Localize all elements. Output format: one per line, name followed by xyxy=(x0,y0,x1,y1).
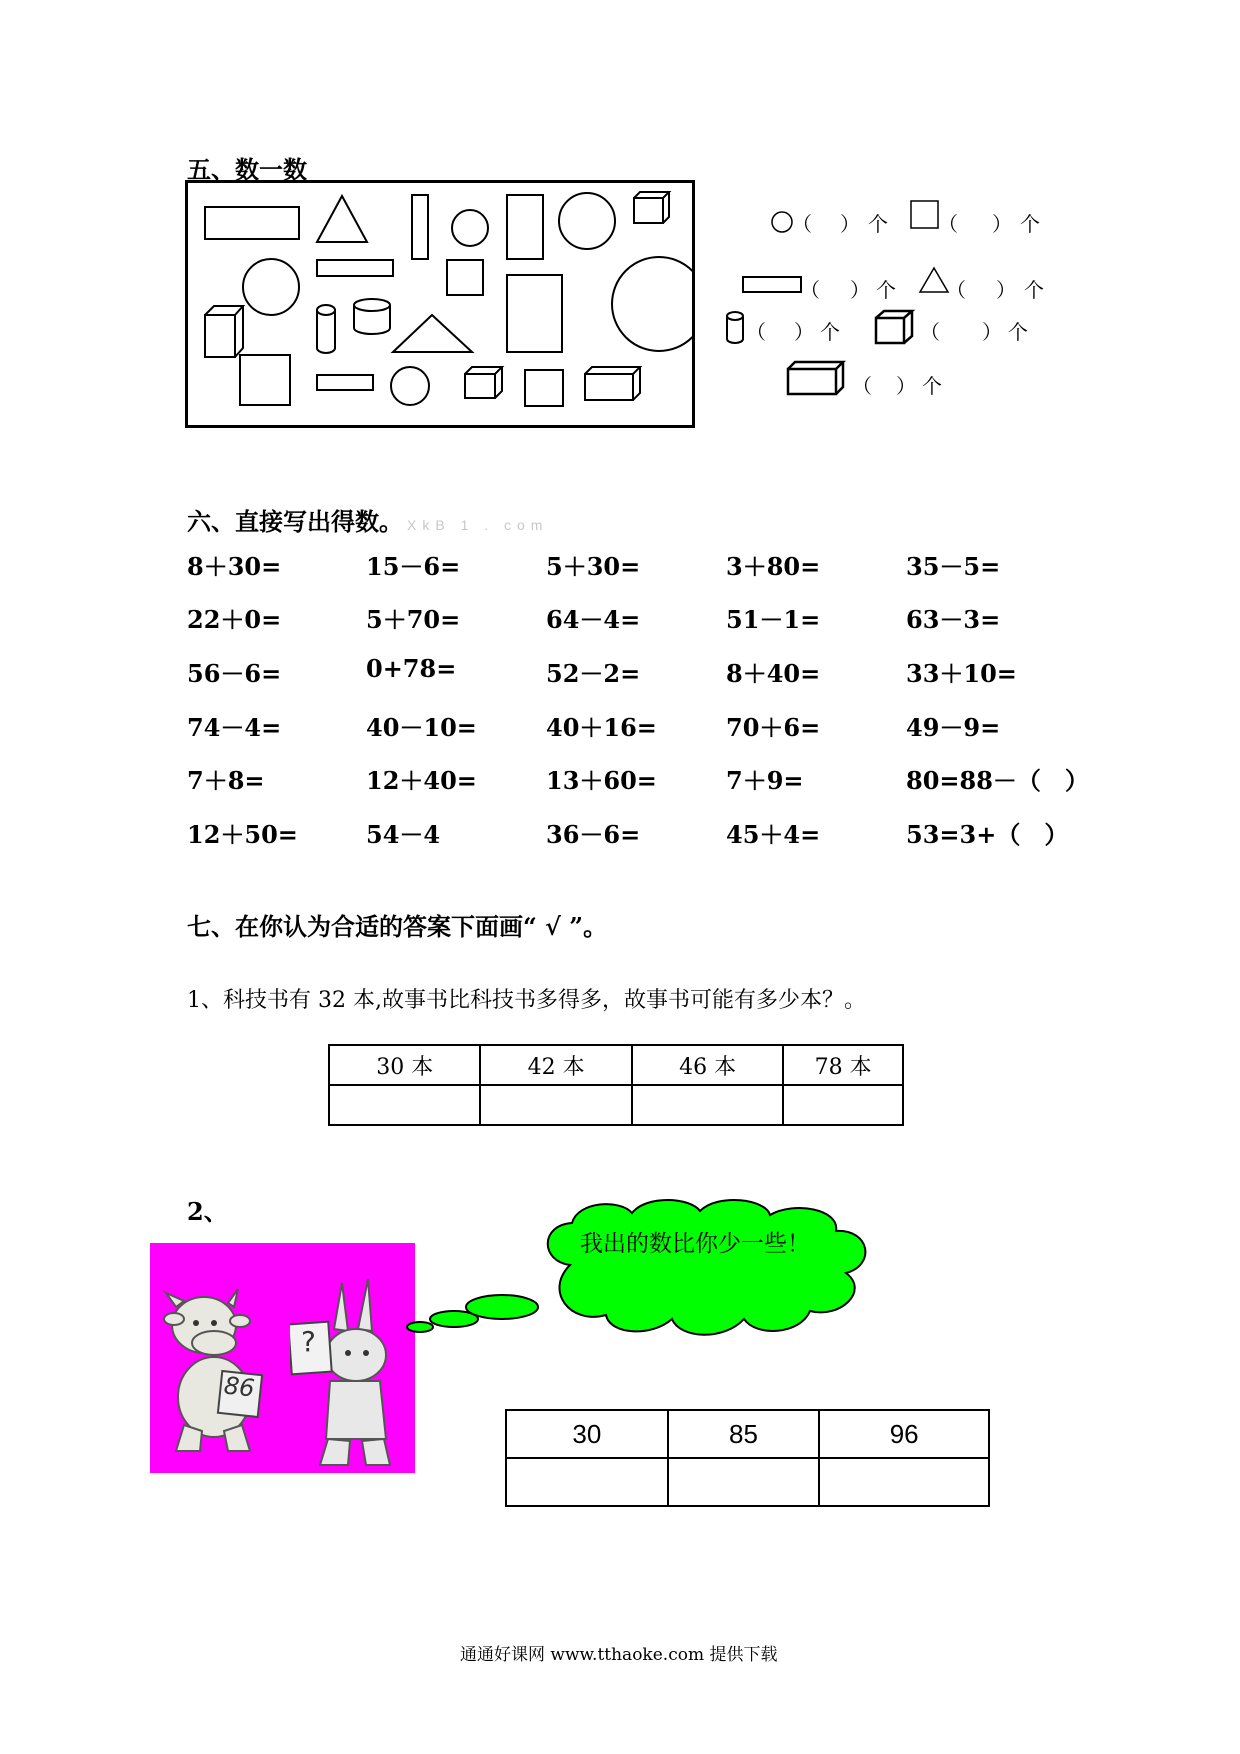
answer-cell[interactable] xyxy=(783,1085,903,1125)
section6-title xyxy=(187,502,548,537)
count-paren-close: ） xyxy=(840,212,860,236)
answer-option: 85 xyxy=(668,1410,820,1458)
question-1-text: 1、科技书有 32 本,故事书比科技书多得多，故事书可能有多少本？。 xyxy=(187,988,866,1013)
problem: 8＋30= xyxy=(187,552,282,581)
count-paren-close: ） xyxy=(982,320,1002,344)
problem: 35－5= xyxy=(906,552,1001,581)
shape-circle-4 xyxy=(612,257,695,351)
count-unit: 个 xyxy=(1020,212,1040,236)
answer-option: 96 xyxy=(819,1410,989,1458)
problem: 49－9= xyxy=(906,713,1001,742)
problem: 64－4= xyxy=(546,605,641,634)
count-paren-open: （ xyxy=(946,278,966,302)
shape-square-3 xyxy=(525,370,563,406)
count-unit: 个 xyxy=(1024,278,1044,302)
count-paren-close: ） xyxy=(992,212,1012,236)
problem: 3＋80= xyxy=(726,552,821,581)
rectangle-icon xyxy=(742,274,804,296)
shape-cube-1 xyxy=(634,192,669,223)
problem: 7＋8= xyxy=(187,766,265,795)
answer-cell[interactable] xyxy=(632,1085,783,1125)
problem: 22＋0= xyxy=(187,605,282,634)
count-paren-close: ） xyxy=(996,278,1016,302)
count-paren-open: （ xyxy=(852,374,872,398)
problem: 45＋4= xyxy=(726,820,821,849)
problem: 36－6= xyxy=(546,820,641,849)
problem: 40－10= xyxy=(366,713,477,742)
section6-title-text: 六、直接写出得数。 xyxy=(187,507,403,536)
count-paren-open: （ xyxy=(800,278,820,302)
problem: 54－4 xyxy=(366,820,441,849)
count-paren-close: ） xyxy=(850,278,870,302)
question-1-answer-table xyxy=(328,1044,904,1126)
problem: 5＋70= xyxy=(366,605,461,634)
section5-title: 五、数一数 xyxy=(187,155,307,184)
count-unit: 个 xyxy=(876,278,896,302)
shape-cube-3 xyxy=(465,367,502,398)
count-unit: 个 xyxy=(1008,320,1028,344)
shape-circle-2 xyxy=(559,193,615,249)
shape-square-1 xyxy=(447,260,483,295)
rabbit-card-symbol: ? xyxy=(301,1325,316,1358)
cow-card-number: 86 xyxy=(222,1371,256,1403)
square-icon xyxy=(910,200,940,230)
count-unit: 个 xyxy=(868,212,888,236)
shape-circle-3 xyxy=(243,259,299,315)
count-paren-open: （ xyxy=(920,320,940,344)
shape-rect-1 xyxy=(205,207,299,239)
count-paren-open: （ xyxy=(792,212,812,236)
answer-option: 42 本 xyxy=(480,1045,631,1085)
problem: 12＋40= xyxy=(366,766,477,795)
shape-cube-2 xyxy=(205,306,243,357)
shape-square-2 xyxy=(240,355,290,405)
problem: 15－6= xyxy=(366,552,461,581)
problem: 8＋40= xyxy=(726,659,821,688)
problem: 0+78= xyxy=(366,654,457,683)
answer-option: 46 本 xyxy=(632,1045,783,1085)
answer-cell[interactable] xyxy=(506,1458,668,1506)
question-2-answer-table xyxy=(505,1409,990,1507)
answer-cell[interactable] xyxy=(668,1458,820,1506)
shape-cylinder-1 xyxy=(317,305,335,353)
problem: 33＋10= xyxy=(906,659,1017,688)
problem: 7＋9= xyxy=(726,766,804,795)
cuboid-icon xyxy=(786,360,846,396)
count-unit: 个 xyxy=(820,320,840,344)
shape-rect-4 xyxy=(317,260,393,276)
rabbit-figure xyxy=(290,1273,410,1473)
count-paren-close: ） xyxy=(896,374,916,398)
footer-text: 通通好课网 www.tthaoke.com 提供下载 xyxy=(460,1645,778,1665)
cylinder-icon xyxy=(724,310,748,346)
shape-rect-2 xyxy=(412,195,428,259)
shape-cuboid-1 xyxy=(585,367,640,400)
count-paren-close: ） xyxy=(794,320,814,344)
shape-circle-5 xyxy=(391,367,429,405)
answer-cell[interactable] xyxy=(480,1085,631,1125)
answer-option: 30 本 xyxy=(329,1045,480,1085)
shape-triangle-1 xyxy=(317,196,367,242)
problem: 13＋60= xyxy=(546,766,657,795)
section7-title: 七、在你认为合适的答案下面画“ √ ”。 xyxy=(187,912,608,941)
shape-rect-3 xyxy=(507,195,543,259)
answer-cell[interactable] xyxy=(819,1458,989,1506)
shape-cylinder-2 xyxy=(354,299,390,334)
answer-option: 78 本 xyxy=(783,1045,903,1085)
answer-cell[interactable] xyxy=(329,1085,480,1125)
problem: 12＋50= xyxy=(187,820,298,849)
shape-rect-6 xyxy=(317,375,373,390)
count-paren-open: （ xyxy=(746,320,766,344)
thought-bubble-text: 我出的数比你少一些！ xyxy=(580,1231,810,1257)
circle-icon xyxy=(770,210,794,234)
shapes-figure xyxy=(185,180,695,430)
watermark-text: XkB 1 . com xyxy=(407,517,549,533)
shape-triangle-2 xyxy=(393,315,472,352)
answer-option: 30 xyxy=(506,1410,668,1458)
problem: 40＋16= xyxy=(546,713,657,742)
problem: 80=88－（ ） xyxy=(906,766,1089,795)
problem: 53=3+（ ） xyxy=(906,820,1069,849)
problem: 74－4= xyxy=(187,713,282,742)
problem: 52－2= xyxy=(546,659,641,688)
count-unit: 个 xyxy=(922,374,942,398)
thought-bubble xyxy=(400,1195,940,1355)
problem: 56－6= xyxy=(187,659,282,688)
cube-icon xyxy=(874,308,916,346)
shape-circle-1 xyxy=(452,210,488,246)
problem: 63－3= xyxy=(906,605,1001,634)
question-2-label: 2、 xyxy=(187,1197,228,1226)
problem: 51－1= xyxy=(726,605,821,634)
problem: 70＋6= xyxy=(726,713,821,742)
problem: 5＋30= xyxy=(546,552,641,581)
cow-figure xyxy=(154,1285,274,1455)
count-paren-open: （ xyxy=(938,212,958,236)
shape-rect-5 xyxy=(507,275,562,352)
cartoon-illustration xyxy=(150,1243,415,1473)
